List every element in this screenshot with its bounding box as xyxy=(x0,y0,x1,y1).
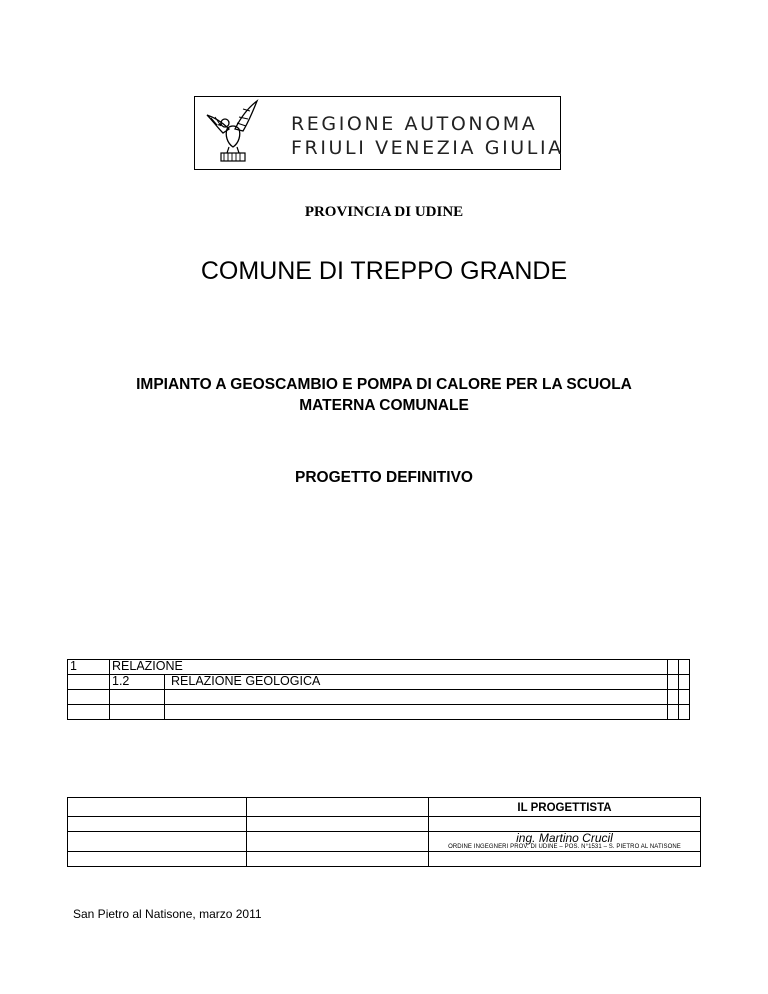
province-heading: PROVINCIA DI UDINE xyxy=(304,204,464,220)
section-title: RELAZIONE xyxy=(110,660,668,675)
designer-table xyxy=(67,797,701,867)
region-logo xyxy=(194,96,564,170)
designer-heading: IL PROGETTISTA xyxy=(517,802,612,814)
municipality-title: COMUNE DI TREPPO GRANDE xyxy=(200,257,568,285)
engineer-name: ing. Martino Crucil xyxy=(516,831,613,845)
table-row xyxy=(68,705,690,720)
table-row xyxy=(68,817,701,832)
item-title: RELAZIONE GEOLOGICA xyxy=(165,675,668,690)
table-row xyxy=(68,690,690,705)
project-title-line-2: MATERNA COMUNALE xyxy=(299,397,469,414)
logo-text-line-2: FRIULI VENEZIA GIULIA xyxy=(291,137,564,159)
table-row xyxy=(68,798,701,817)
document-table xyxy=(67,659,690,720)
place-date: San Pietro al Natisone, marzo 2011 xyxy=(73,907,262,921)
logo-text-line-1: REGIONE AUTONOMA xyxy=(291,113,538,135)
project-phase: PROGETTO DEFINITIVO xyxy=(295,469,473,486)
project-title xyxy=(0,374,768,416)
table-row xyxy=(68,675,690,690)
section-number: 1 xyxy=(68,660,110,675)
table-row xyxy=(68,852,701,867)
table-row xyxy=(68,832,701,852)
eagle-emblem-icon xyxy=(203,99,261,167)
project-title-line-1: IMPIANTO A GEOSCAMBIO E POMPA DI CALORE PER LA SCUOLA xyxy=(136,376,632,393)
table-row xyxy=(68,660,690,675)
engineer-registration: ORDINE INGEGNERI PROV. DI UDINE – POS. N°1531 – S. PIETRO AL NATISONE xyxy=(448,844,681,850)
item-number: 1.2 xyxy=(110,675,165,690)
